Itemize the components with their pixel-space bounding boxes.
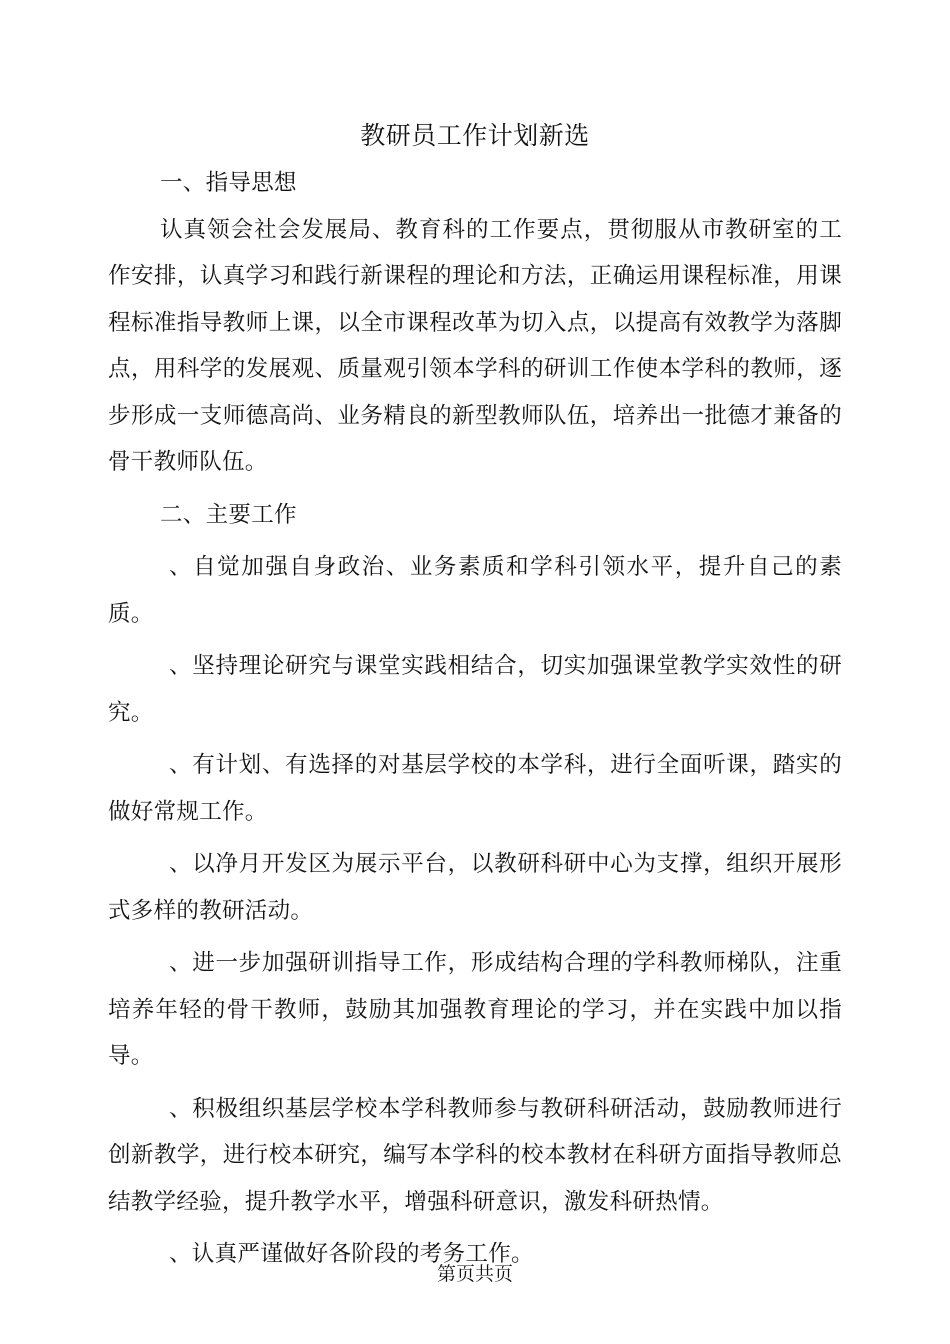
work-item: 、进一步加强研训指导工作，形成结构合理的学科教师梯队，注重培养年轻的骨干教师，鼓励其加强教育理论的学习，并在实践中加以指导。: [108, 950, 842, 1069]
section-heading-guiding-thought: 一、指导思想: [160, 170, 297, 196]
guiding-thought-paragraph: 认真领会社会发展局、教育科的工作要点，贯彻服从市教研室的工作安排，认真学习和践行新课程的理论和方法，正确运用课程标准，用课程标准指导教师上课，以全市课程改革为切入点，以提高有效教学为落脚点，用科学的发展观、质量观引领本学科的研训工作使本学科的教师，逐步形成一支师德高尚、业务精良的新型教师队伍，培养出一批德才兼备的骨干教师队伍。: [108, 216, 842, 475]
page-footer: 第页共页: [436, 1263, 513, 1285]
work-item: 、有计划、有选择的对基层学校的本学科，进行全面听课，踏实的做好常规工作。: [108, 752, 842, 825]
document-body: [108, 160, 842, 1278]
work-item: 、积极组织基层学校本学科教师参与教研科研活动，鼓励教师进行创新教学，进行校本研究，编写本学科的校本教材在科研方面指导教师总结教学经验，提升教学水平，增强科研意识，激发科研热情。: [108, 1095, 842, 1215]
work-item: 、以净月开发区为展示平台，以教研科研中心为支撑，组织开展形式多样的教研活动。: [108, 851, 842, 924]
section-heading-main-work: 二、主要工作: [160, 501, 297, 528]
work-item: 、认真严谨做好各阶段的考务工作。: [169, 1241, 534, 1267]
work-item: 、自觉加强自身政治、业务素质和学科引领水平，提升自己的素质。: [108, 554, 842, 627]
work-item: 、坚持理论研究与课堂实践相结合，切实加强课堂教学实效性的研究。: [108, 653, 842, 726]
document-title: 教研员工作计划新选: [360, 121, 590, 150]
